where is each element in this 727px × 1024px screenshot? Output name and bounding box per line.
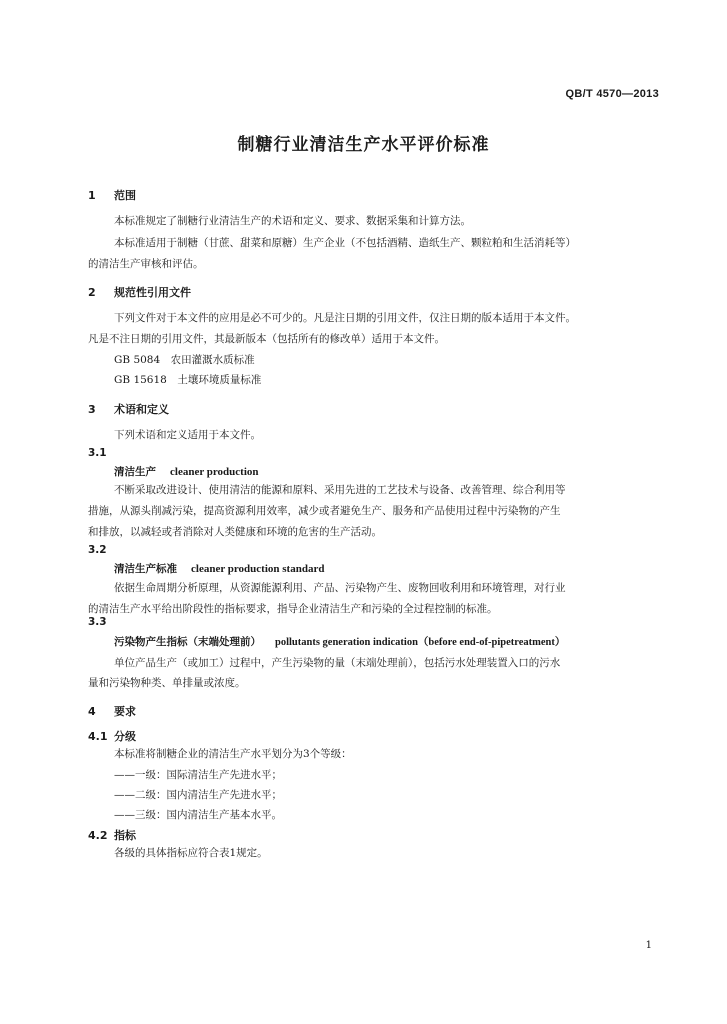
section-title: 要求 <box>114 705 136 718</box>
section-title: 术语和定义 <box>114 403 169 416</box>
document-title: 制糖行业清洁生产水平评价标准 <box>237 135 490 155</box>
section-title: 范围 <box>114 189 136 202</box>
clause-number: 3.3 <box>88 616 107 628</box>
term-cn: 污染物产生指标（末端处理前） <box>114 636 261 648</box>
term-en: cleaner production standard <box>191 563 325 575</box>
section-number: 2 <box>88 286 96 299</box>
subsection-4-1-heading <box>88 728 136 744</box>
paragraph-continuation: 凡是不注日期的引用文件，其最新版本（包括所有的修改单）适用于本文件。 <box>88 333 445 345</box>
section-title: 指标 <box>114 829 136 842</box>
term-cn: 清洁生产 <box>114 466 156 478</box>
paragraph: 本标准适用于制糖（甘蔗、甜菜和原糖）生产企业（不包括酒精、造纸生产、颗粒粕和生活消耗等） <box>114 237 576 249</box>
section-3-heading <box>88 401 169 417</box>
term-entry <box>114 634 565 649</box>
paragraph: 各级的具体指标应符合表1规定。 <box>114 847 268 859</box>
reference-item: GB 5084 农田灌溉水质标准 <box>114 354 255 366</box>
term-en: pollutants generation indication（before end-of-pipetreatment） <box>275 637 566 648</box>
list-item: ——三级：国内清洁生产基本水平。 <box>114 809 282 821</box>
term-en: cleaner production <box>170 466 259 478</box>
paragraph: 下列术语和定义适用于本文件。 <box>114 429 261 441</box>
clause-number: 3.1 <box>88 447 107 459</box>
section-number: 4 <box>88 705 96 718</box>
section-title: 分级 <box>114 730 136 743</box>
section-number: 1 <box>88 189 96 202</box>
section-number: 4.2 <box>88 829 108 842</box>
paragraph-continuation: 的清洁生产审核和评估。 <box>88 258 204 270</box>
term-entry <box>114 464 259 479</box>
clause-number: 3.2 <box>88 544 107 556</box>
section-number: 3 <box>88 403 96 416</box>
section-number: 4.1 <box>88 730 108 743</box>
definition-line: 的清洁生产水平给出阶段性的指标要求，指导企业清洁生产和污染的全过程控制的标准。 <box>88 603 498 615</box>
section-1-heading <box>88 187 136 203</box>
definition-line: 不断采取改进设计、使用清洁的能源和原料、采用先进的工艺技术与设备、改善管理、综合利用等 <box>114 484 566 496</box>
term-entry <box>114 561 324 576</box>
section-2-heading <box>88 284 191 300</box>
definition-line: 措施，从源头削减污染，提高资源利用效率，减少或者避免生产、服务和产品使用过程中污染物的产生 <box>88 505 561 517</box>
list-item: ——二级：国内清洁生产先进水平； <box>114 789 282 801</box>
standard-code: QB/T 4570—2013 <box>565 88 659 100</box>
definition-line: 和排放，以减轻或者消除对人类健康和环境的危害的生产活动。 <box>88 526 382 538</box>
definition-line: 量和污染物种类、单排量或浓度。 <box>88 677 246 689</box>
paragraph: 本标准规定了制糖行业清洁生产的术语和定义、要求、数据采集和计算方法。 <box>114 215 471 227</box>
section-title: 规范性引用文件 <box>114 286 191 299</box>
definition-line: 单位产品生产（或加工）过程中，产生污染物的量（末端处理前），包括污水处理装置入口的污水 <box>114 657 561 669</box>
definition-line: 依据生命周期分析原理，从资源能源利用、产品、污染物产生、废物回收利用和环境管理，对行业 <box>114 582 566 594</box>
subsection-4-2-heading <box>88 827 136 843</box>
list-item: ——一级：国际清洁生产先进水平； <box>114 769 282 781</box>
section-4-heading <box>88 703 136 719</box>
paragraph: 本标准将制糖企业的清洁生产水平划分为3个等级： <box>114 748 352 760</box>
paragraph: 下列文件对于本文件的应用是必不可少的。凡是注日期的引用文件，仅注日期的版本适用于本文件。 <box>114 312 576 324</box>
reference-item: GB 15618 土壤环境质量标准 <box>114 374 262 386</box>
page-number: 1 <box>645 940 652 951</box>
term-cn: 清洁生产标准 <box>114 563 177 575</box>
